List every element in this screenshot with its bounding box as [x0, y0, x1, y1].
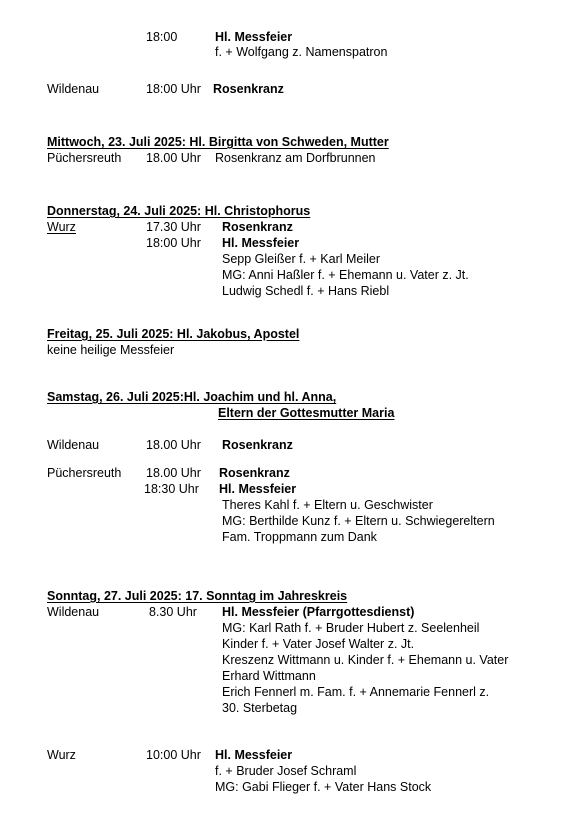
place-name: Wurz [47, 220, 76, 234]
intention-line: MG: Anni Haßler f. + Ehemann u. Vater z. Jt. [222, 268, 469, 282]
place-name: Wildenau [47, 438, 100, 452]
day-heading-saturday: Samstag, 26. Juli 2025:Hl. Joachim und hl. Anna, [47, 390, 337, 404]
service-time: 10:00 Uhr [146, 748, 201, 762]
place-name: Wurz [47, 748, 76, 762]
day-heading-sunday: Sonntag, 27. Juli 2025: 17. Sonntag im Jahreskreis [47, 589, 348, 603]
service-time: 8.30 Uhr [149, 605, 197, 619]
service-time: 18.00 Uhr [146, 438, 201, 452]
service-title: Rosenkranz [222, 220, 293, 234]
intention-line: Erich Fennerl m. Fam. f. + Annemarie Fennerl z. [222, 685, 490, 699]
intention-line: MG: Gabi Flieger f. + Vater Hans Stock [215, 780, 432, 794]
day-heading-thursday: Donnerstag, 24. Juli 2025: Hl. Christophorus [47, 204, 311, 218]
intention-line: f. + Wolfgang z. Namenspatron [215, 45, 388, 59]
place-name: Püchersreuth [47, 466, 122, 480]
service-title: Hl. Messfeier [222, 236, 300, 250]
service-title: Rosenkranz [222, 438, 293, 452]
intention-line: MG: Karl Rath f. + Bruder Hubert z. Seelenheil [222, 621, 480, 635]
day-heading-friday: Freitag, 25. Juli 2025: Hl. Jakobus, Apostel [47, 327, 300, 341]
service-time: 18.00 Uhr [146, 151, 201, 165]
day-heading-wednesday: Mittwoch, 23. Juli 2025: Hl. Birgitta von Schweden, Mutter [47, 135, 389, 149]
day-heading-saturday-cont: Eltern der Gottesmutter Maria [218, 406, 395, 420]
service-title: Hl. Messfeier [215, 30, 293, 44]
service-title: Hl. Messfeier [219, 482, 297, 496]
intention-line: f. + Bruder Josef Schraml [215, 764, 357, 778]
service-title: Rosenkranz [213, 82, 284, 96]
note-text: keine heilige Messfeier [47, 343, 175, 357]
intention-line: Theres Kahl f. + Eltern u. Geschwister [222, 498, 433, 512]
place-name: Püchersreuth [47, 151, 122, 165]
service-title: Hl. Messfeier [215, 748, 293, 762]
service-time: 18:30 Uhr [144, 482, 199, 496]
service-title: Rosenkranz am Dorfbrunnen [215, 151, 376, 165]
service-time: 18:00 [146, 30, 178, 44]
intention-line: Erhard Wittmann [222, 669, 316, 683]
place-name: Wildenau [47, 605, 100, 619]
intention-line: MG: Berthilde Kunz f. + Eltern u. Schwiegereltern [222, 514, 495, 528]
service-title: Hl. Messfeier (Pfarrgottesdienst) [222, 605, 415, 619]
service-time: 18.00 Uhr [146, 466, 201, 480]
place-name: Wildenau [47, 82, 100, 96]
service-time: 18:00 Uhr [146, 82, 201, 96]
intention-line: Kreszenz Wittmann u. Kinder f. + Ehemann u. Vater [222, 653, 509, 667]
intention-line: Fam. Troppmann zum Dank [222, 530, 377, 544]
intention-line: Ludwig Schedl f. + Hans Riebl [222, 284, 390, 298]
service-time: 17.30 Uhr [146, 220, 201, 234]
intention-line: 30. Sterbetag [222, 701, 298, 715]
intention-line: Sepp Gleißer f. + Karl Meiler [222, 252, 381, 266]
service-time: 18:00 Uhr [146, 236, 201, 250]
service-title: Rosenkranz [219, 466, 290, 480]
intention-line: Kinder f. + Vater Josef Walter z. Jt. [222, 637, 415, 651]
